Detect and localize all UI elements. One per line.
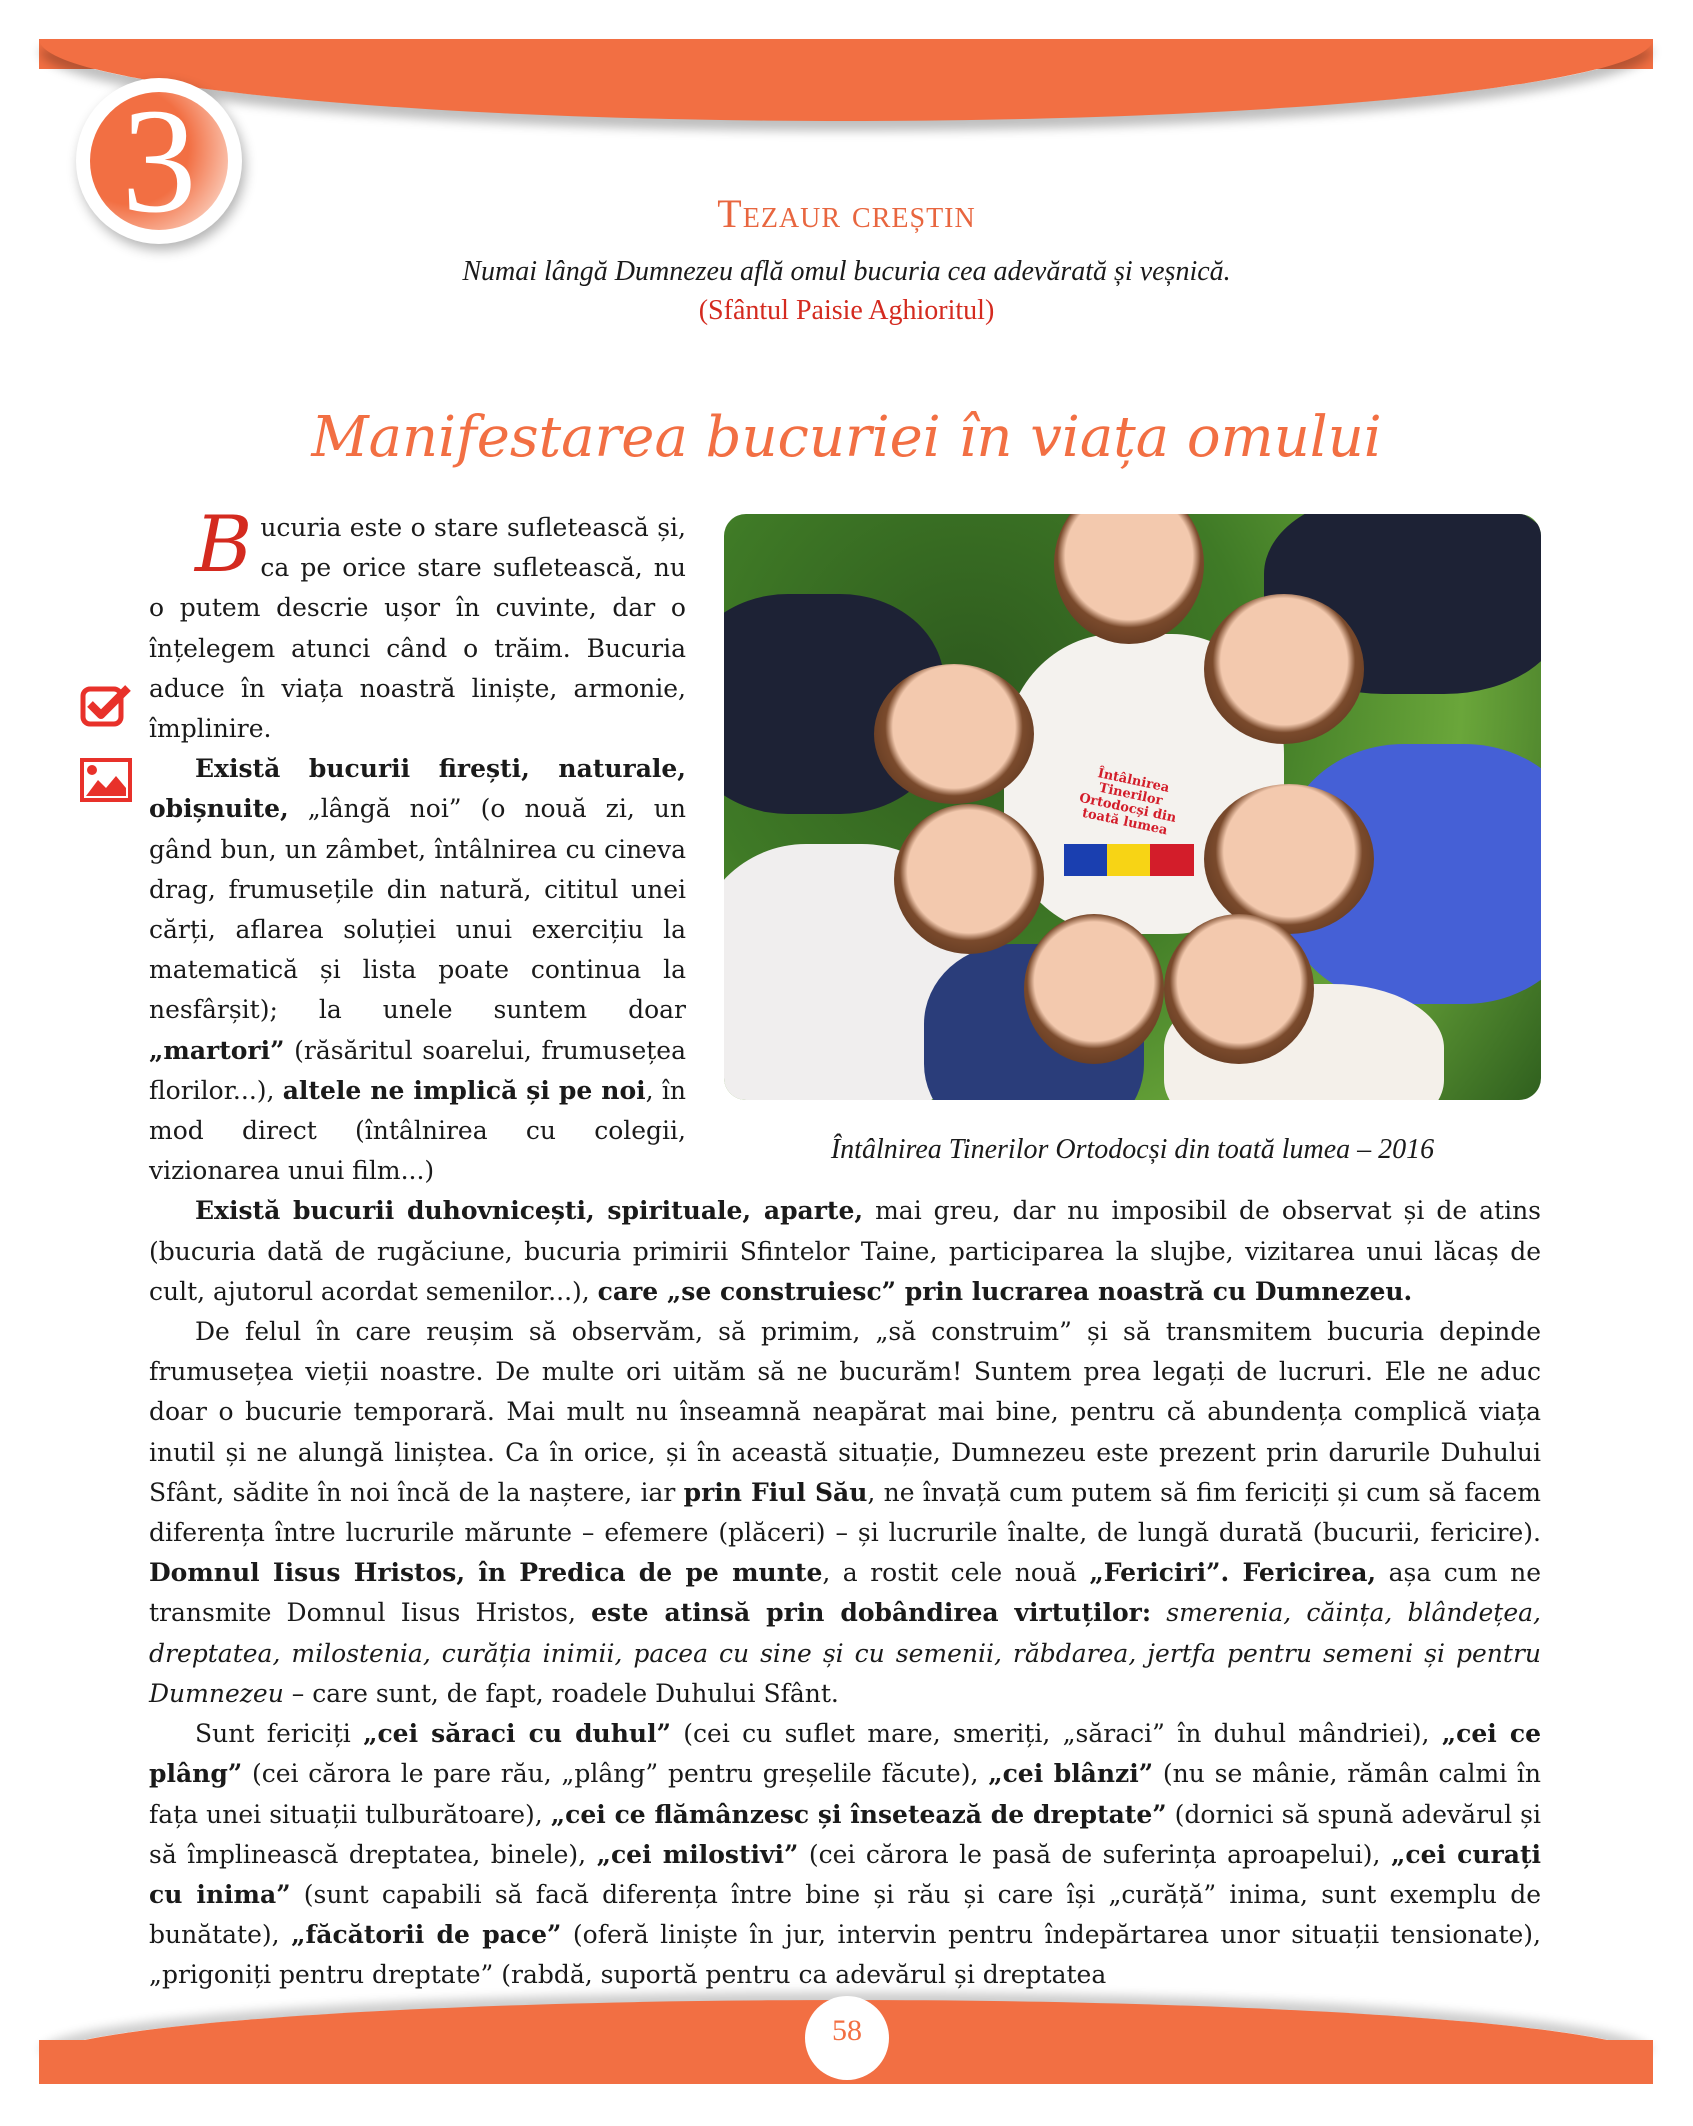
bold-text: „cei milostivi”: [596, 1839, 799, 1869]
bold-text: „martori”: [149, 1035, 285, 1065]
header-band-curve: [39, 39, 1653, 121]
text: așa cum ne transmite Domnul Iisus Hristos,: [149, 1558, 1541, 1628]
text: (sunt capabili să facă diferența între bine și rău și care își „curăță” inima, sunt exemplu de bunătate),: [149, 1879, 1541, 1950]
bold-text: „făcătorii de pace”: [291, 1920, 562, 1950]
text: , ne învață cum putem să fim fericiți și cum să facem diferența între lucrurile mărunte – efemere (plăceri) – și lucrurile înalte, de lungă durată (bucurii, fericire).: [149, 1477, 1541, 1548]
text: (oferă liniște în jur, intervin pentru îndepărtarea unor situații tensionate), „prigoniți pentru dreptate” (rabdă, suportă pentru ca adevărul și dreptatea: [149, 1920, 1541, 1990]
text: (cei cărora le pasă de suferința aproapelui),: [798, 1839, 1391, 1869]
chapter-number: 3: [121, 78, 197, 244]
text: – care sunt, de fapt, roadele Duhului Sfânt.: [283, 1678, 839, 1708]
image-icon: [80, 758, 132, 802]
paragraph: [149, 1312, 1541, 1714]
bold-text: care „se construiesc” prin lucrarea noastră cu Dumnezeu.: [597, 1276, 1413, 1306]
text: (nu se mânie, rămân calmi în fața unei situații tulburătoare),: [149, 1759, 1541, 1829]
paragraph: [149, 1714, 1541, 1995]
bold-text: altele ne implică și pe noi: [282, 1075, 646, 1105]
text: Sunt fericiți: [195, 1719, 364, 1749]
page-number-badge: [805, 1996, 889, 2080]
bold-text: „cei blânzi”: [988, 1759, 1154, 1789]
bold-text: „cei săraci cu duhul”: [363, 1719, 671, 1749]
bold-text: „cei ce flămânzesc și însetează de dreptate”: [550, 1799, 1167, 1829]
text: [1151, 1598, 1166, 1627]
drop-cap: B: [195, 500, 253, 590]
shirt-text: Întâlnirea Tinerilor Ortodocși din toată lumea: [1077, 766, 1178, 839]
text: , în mod direct (întâlnirea cu colegii, vizionarea unui film...): [149, 1075, 686, 1186]
epigraph-quote: Numai lângă Dumnezeu află omul bucuria cea adevărată și veșnică.: [462, 256, 1231, 287]
bold-text: „Fericiri”. Fericirea,: [1089, 1558, 1377, 1588]
bold-text: este atinsă prin dobândirea virtuților:: [591, 1598, 1152, 1628]
bold-text: Există bucurii firești, naturale, obișnuite,: [149, 754, 686, 824]
bold-text: „cei curați cu inima”: [149, 1839, 1541, 1909]
text: , a rostit cele nouă: [822, 1558, 1090, 1588]
bold-text: „cei ce plâng”: [149, 1719, 1541, 1789]
text: ucuria este o stare sufletească și, ca pe orice stare sufletească, nu o putem descrie ușor în cuvinte, dar o înțelegem atunci când o trăim. Bucuria aduce în viața noastră liniște, armonie, împlinire.: [149, 513, 686, 744]
lesson-body: [149, 500, 1542, 1996]
figure-caption: Întâlnirea Tinerilor Ortodocși din toată lumea – 2016: [830, 1134, 1435, 1165]
text: (cei cu suflet mare, smeriți, „săraci” în duhul mândriei),: [670, 1719, 1442, 1749]
text: (cei cărora le pare rău, „plâng” pentru greșelile făcute),: [242, 1759, 989, 1789]
checkbox-check-icon: [80, 680, 132, 728]
text: De felul în care reușim să observăm, să primim, „să construim” și să transmitem bucuria depinde frumusețea vieții noastre. De multe ori uităm să ne bucurăm! Suntem prea legați de lucruri. Ele ne aduc doar o bucurie temporară. Mai mult nu înseamnă neapărat mai bine, pentru că abundența complică viața inutil și ne alungă liniștea. Ca în orice, și în această situație, Dumnezeu este prezent prin darurile Duhului Sfânt, sădite în noi încă de la naștere, iar: [149, 1317, 1541, 1507]
text: (răsăritul soarelui, frumusețea florilor...),: [149, 1035, 686, 1105]
bold-text: Domnul Iisus Hristos, în Predica de pe munte: [149, 1558, 823, 1588]
epigraph-author: (Sfântul Paisie Aghioritul): [698, 295, 995, 326]
page-number: 58: [832, 2014, 862, 2047]
paragraph: [149, 1191, 1541, 1312]
text: mai greu, dar nu imposibil de observat și de atins (bucuria dată de rugăciune, bucuria primirii Sfintelor Taine, participarea la slujbe, vizitarea unui lăcaș de cult, ajutorul acordat semenilor...),: [149, 1196, 1541, 1306]
figure: [724, 514, 1541, 1170]
italic-text: smerenia, căința, blândețea, dreptatea, milostenia, curăția inimii, pacea cu sine și cu semenii, răbdarea, jertfa pentru semeni și pentru Dumnezeu: [149, 1598, 1541, 1708]
section-title: Tezaur creștin: [717, 191, 976, 236]
text: „lângă noi” (o nouă zi, un gând bun, un zâmbet, întâlnirea cu cineva drag, frumusețile din natură, cititul unei cărți, aflarea soluției unui exercițiu la matematică și lista poate continua la nesfârșit); la unele suntem doar: [149, 794, 686, 1025]
group-photo: [724, 514, 1541, 1100]
bold-text: Există bucurii duhovnicești, spirituale, aparte,: [195, 1196, 864, 1226]
text: (dornici să spună adevărul și să împlinească dreptatea, binele),: [149, 1799, 1542, 1869]
bold-text: prin Fiul Său: [683, 1477, 868, 1507]
lesson-title: Manifestarea bucuriei în viața omului: [311, 405, 1382, 470]
